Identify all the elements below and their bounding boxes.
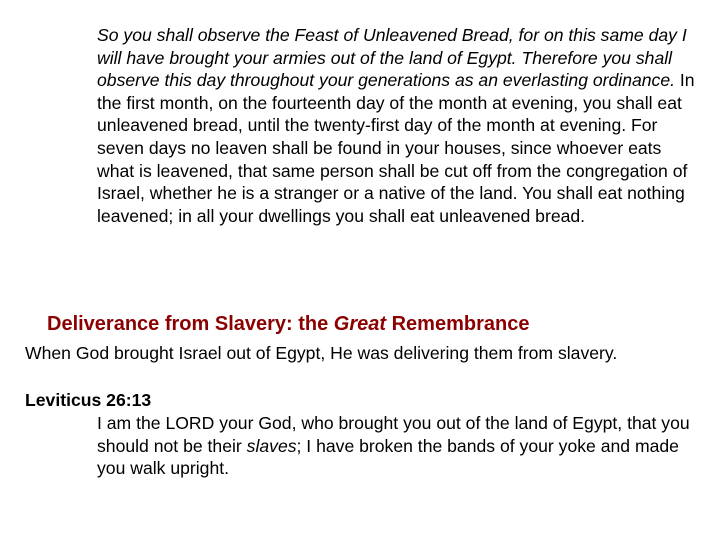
heading-emphasis: Great [333, 313, 387, 335]
scripture-quote [97, 24, 697, 227]
quote-italic-text: So you shall observe the Feast of Unleavened Bread, for on this same day I will have brought your armies out of the land of Egypt. Therefore you shall observe this day throughout your generations as an everlasting ordinance. [97, 25, 687, 91]
heading-part-1: Deliverance from Slavery: the [47, 313, 334, 335]
verse-part-2: ; I have broken the bands of your yoke and made you walk upright. [97, 435, 679, 479]
section-heading [47, 313, 529, 336]
verse-emphasis: slaves [246, 435, 297, 456]
verse-reference: Leviticus 26:13 [25, 390, 152, 410]
quote-normal-text: In the first month, on the fourteenth day of the month at evening, you shall eat unleavened bread, until the twenty-first day of the month at evening. For seven days no leaven shall be found in your houses, since whoever eats what is leavened, that same person shall be cut off from the congregation of Israel, whether he is a stranger or a native of the land. You shall eat nothing leavened; in all your dwellings you shall eat unleavened bread. [97, 70, 695, 226]
verse-text [97, 412, 697, 480]
heading-part-2: Remembrance [386, 313, 530, 335]
verse-part-1: I am the LORD your God, who brought you out of the land of Egypt, that you should not be their [97, 413, 690, 456]
intro-text: When God brought Israel out of Egypt, He was delivering them from slavery. [25, 343, 618, 363]
